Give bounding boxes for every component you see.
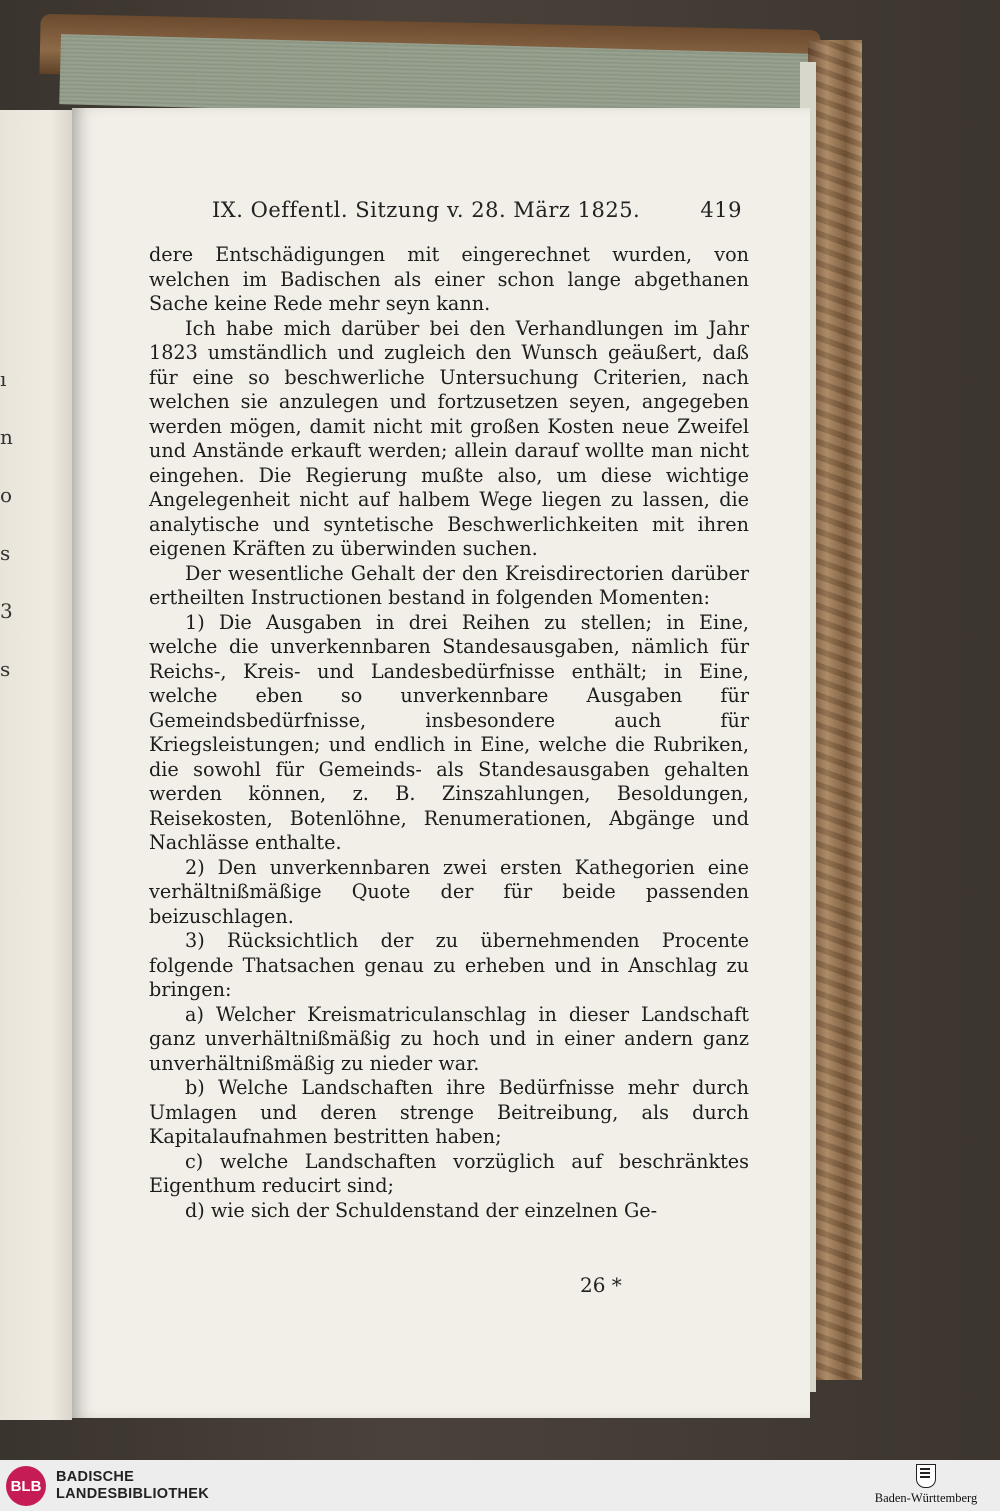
paragraph: a) Welcher Kreismatriculanschlag in dieser Landschaft ganz unverhältnißmäßig zu hoch und in einer andern ganz unverhältnißmäßig zu nieder war. bbox=[149, 1002, 749, 1075]
book-page bbox=[72, 108, 810, 1418]
fragment: 3 bbox=[0, 599, 13, 623]
footer-bar bbox=[0, 1460, 1000, 1511]
paragraph: dere Entschädigungen mit eingerechnet wurden, von welchen im Badischen als einer schon lange abgethanen Sache keine Rede mehr seyn kann. bbox=[149, 243, 749, 315]
paragraph: c) welche Landschaften vorzüglich auf beschränktes Eigenthum reducirt sind; bbox=[149, 1149, 749, 1197]
paragraph: Ich habe mich darüber bei den Verhandlungen im Jahr 1823 umständlich und zugleich den Wunsch geäußert, daß für eine so beschwerliche Untersuchung Criterien, nach welchen sie anzulegen und fortzusetzen seyen, angegeben werden mögen, damit nicht mit großen Kosten neue Zweifel und Anstände erkauft werden; allein darauf wollte man nicht eingehen. Die Regierung mußte also, um diese wichtige Angelegenheit nicht auf halbem Wege liegen zu lassen, die analytische und syntetische Beschwerlichkeiten mit ihren eigenen Kräften zu überwinden suchen. bbox=[149, 316, 749, 560]
running-header bbox=[212, 198, 742, 222]
page-body bbox=[149, 243, 749, 1223]
crest-icon bbox=[916, 1464, 936, 1488]
fragment: s bbox=[0, 657, 11, 681]
blb-abbr: BLB bbox=[10, 1477, 42, 1495]
paragraph: Der wesentliche Gehalt der den Kreisdirectorien darüber ertheilten Instructionen bestand in folgenden Momenten: bbox=[149, 561, 749, 609]
left-page-edge bbox=[0, 110, 72, 1420]
blb-logo[interactable] bbox=[6, 1466, 46, 1506]
running-title: IX. Oeffentl. Sitzung v. 28. März 1825. bbox=[212, 198, 641, 222]
paragraph: 2) Den unverkennbaren zwei ersten Kathegorien eine verhältnißmäßige Quote der für beide passenden beizuschlagen. bbox=[149, 855, 749, 928]
paragraph: 3) Rücksichtlich der zu übernehmenden Procente folgende Thatsachen genau zu erheben und in Anschlag zu bringen: bbox=[149, 929, 749, 1001]
baden-wuerttemberg-logo[interactable] bbox=[866, 1464, 986, 1506]
page-number: 419 bbox=[700, 198, 742, 222]
fragment: o bbox=[0, 483, 13, 507]
signature-mark: 26 * bbox=[580, 1273, 622, 1297]
paragraph: d) wie sich der Schuldenstand der einzelnen Ge- bbox=[185, 1198, 658, 1222]
library-name[interactable] bbox=[56, 1469, 209, 1503]
library-name-line2: LANDESBIBLIOTHEK bbox=[56, 1486, 210, 1502]
paragraph: 1) Die Ausgaben in drei Reihen zu stellen; in Eine, welche die unverkennbaren Standesausgaben, nämlich für Reichs-, Kreis- und Landesbedürfnisse enthält; in Eine, welche eben so unverkennbare Ausgaben für Gemeindsbedürfnisse, insbesondere auch für Kriegsleistungen; und endlich in Eine, welche die Rubriken, die sowohl für Gemeinds- als Standesausgaben gehalten werden können, z. B. Zinszahlungen, Besoldungen, Reisekosten, Botenlöhne, Renumerationen, Abgänge und Nachlässe enthalte. bbox=[149, 610, 749, 854]
library-name-line1: BADISCHE bbox=[56, 1469, 135, 1485]
fragment: s bbox=[0, 541, 11, 565]
fragment: n bbox=[0, 425, 13, 449]
fragment: ı bbox=[0, 367, 7, 391]
left-page-fragments bbox=[0, 350, 14, 698]
paragraph: b) Welche Landschaften ihre Bedürfnisse mehr durch Umlagen und deren strenge Beitreibung, als durch Kapitalaufnahmen bestritten haben; bbox=[149, 1076, 749, 1148]
book-cover-right bbox=[808, 40, 862, 1380]
state-name: Baden-Württemberg bbox=[874, 1491, 978, 1505]
